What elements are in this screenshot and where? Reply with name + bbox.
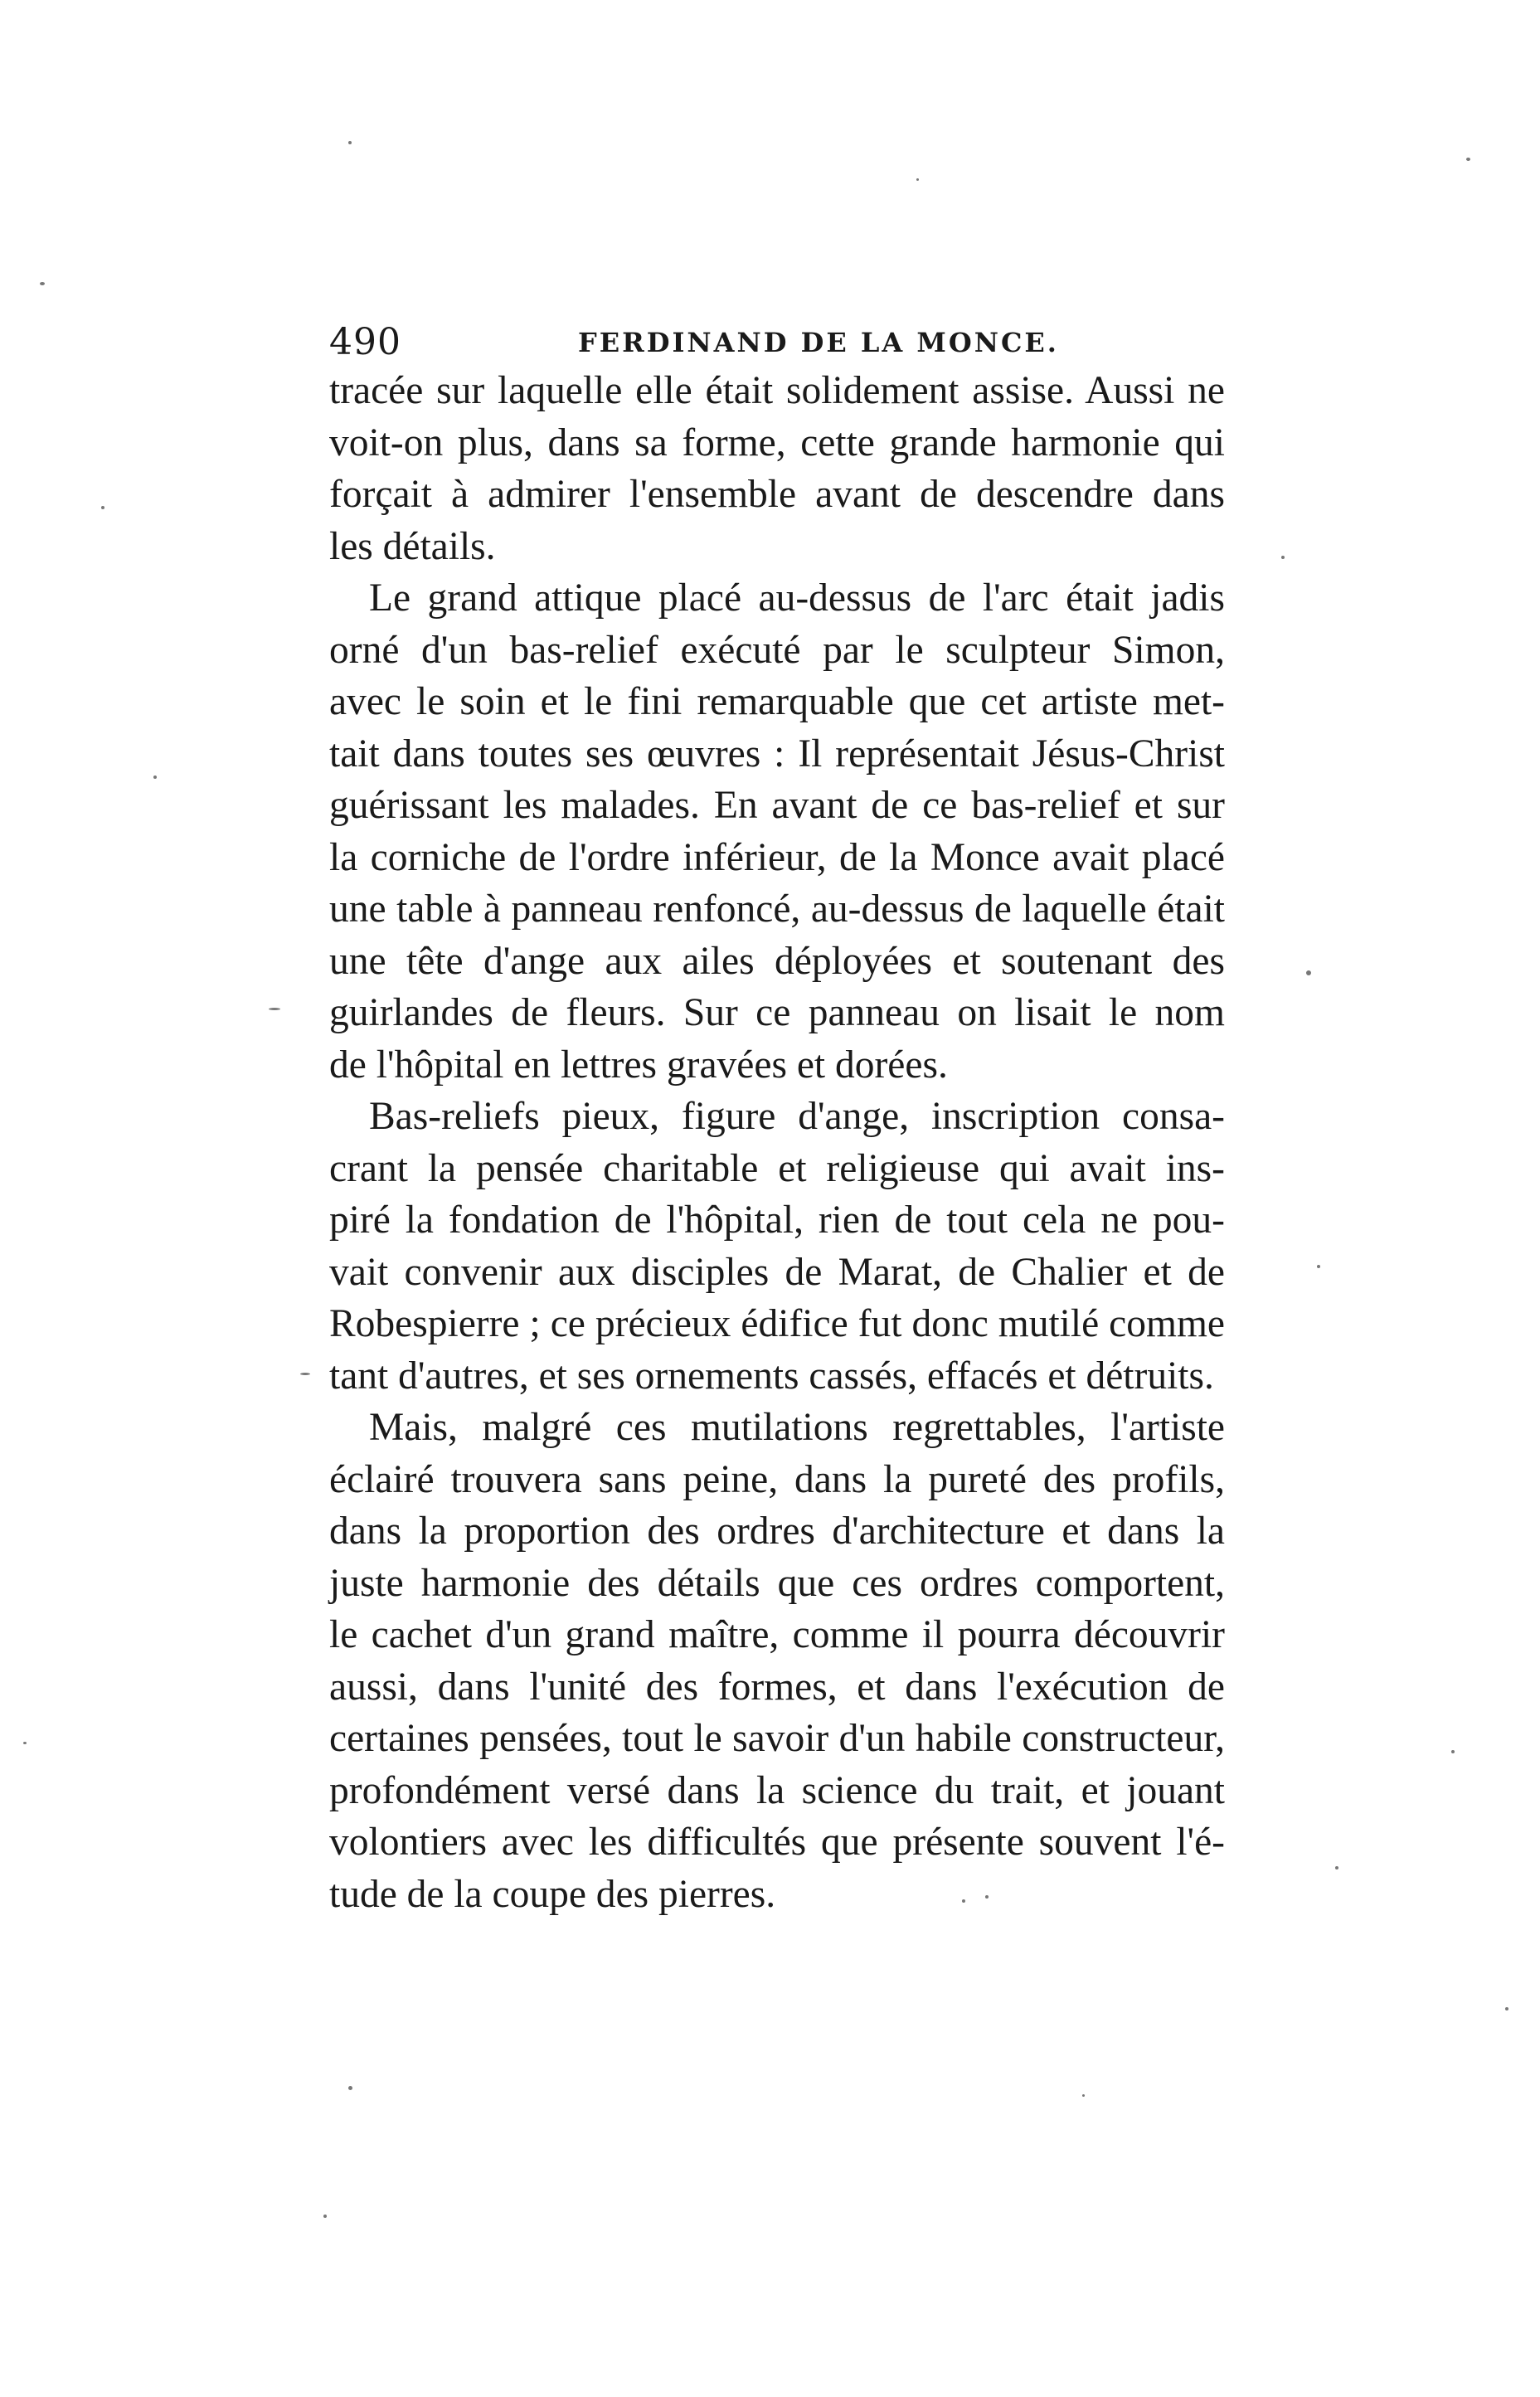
text-line: vait convenir aux disciples de Marat, de Chalier et de [329, 1250, 1225, 1294]
text-line: volontiers avec les difficultés que présente souvent l'é- [329, 1821, 1225, 1864]
text-line: guérissant les malades. En avant de ce bas-relief et sur [329, 784, 1225, 827]
text-line: avec le soin et le fini remarquable que cet artiste met- [329, 680, 1225, 723]
text-line: certaines pensées, tout le savoir d'un habile constructeur, [329, 1717, 1225, 1760]
paragraph-first-line: Le grand attique placé au-dessus de l'arc était jadis [369, 576, 1225, 620]
text-line: voit-on plus, dans sa forme, cette grande harmonie qui [329, 421, 1225, 464]
text-line: la corniche de l'ordre inférieur, de la Monce avait placé [329, 835, 1225, 879]
text-line: tracée sur laquelle elle était solidement assise. Aussi ne [329, 369, 1225, 412]
text-line: tude de la coupe des pierres. [329, 1872, 776, 1916]
text-line: tait dans toutes ses œuvres : Il représentait Jésus-Christ [329, 732, 1225, 776]
text-line: de l'hôpital en lettres gravées et dorées. [329, 1043, 948, 1087]
paragraph-first-line: Mais, malgré ces mutilations regrettables, l'artiste [369, 1406, 1225, 1449]
text-line: une table à panneau renfoncé, au-dessus de laquelle était [329, 887, 1225, 931]
text-line: guirlandes de fleurs. Sur ce panneau on lisait le nom [329, 991, 1225, 1034]
text-line: Robespierre ; ce précieux édifice fut donc mutilé comme [329, 1302, 1225, 1345]
text-line: le cachet d'un grand maître, comme il pourra découvrir [329, 1613, 1225, 1656]
text-line: une tête d'ange aux ailes déployées et soutenant des [329, 939, 1225, 983]
text-line: éclairé trouvera sans peine, dans la pureté des profils, [329, 1457, 1225, 1501]
text-line: forçait à admirer l'ensemble avant de descendre dans [329, 473, 1225, 516]
paragraph-first-line: Bas-reliefs pieux, figure d'ange, inscription consa- [369, 1095, 1225, 1138]
page-number: 490 [329, 321, 401, 363]
text-line: juste harmonie des détails que ces ordres comportent, [329, 1561, 1225, 1605]
running-head [329, 318, 1225, 367]
text-line: dans la proportion des ordres d'architecture et dans la [329, 1510, 1225, 1553]
text-line: crant la pensée charitable et religieuse qui avait ins- [329, 1146, 1225, 1190]
text-line: aussi, dans l'unité des formes, et dans l'exécution de [329, 1665, 1225, 1709]
text-line: tant d'autres, et ses ornements cassés, effacés et détruits. [329, 1354, 1214, 1398]
body-text [329, 365, 1225, 1920]
text-line: piré la fondation de l'hôpital, rien de tout cela ne pou- [329, 1198, 1225, 1242]
text-line: profondément versé dans la science du trait, et jouant [329, 1768, 1225, 1812]
text-line: orné d'un bas-relief exécuté par le sculpteur Simon, [329, 628, 1225, 672]
running-title: FERDINAND DE LA MONCE. [578, 327, 1059, 358]
text-line: les détails. [329, 524, 496, 568]
